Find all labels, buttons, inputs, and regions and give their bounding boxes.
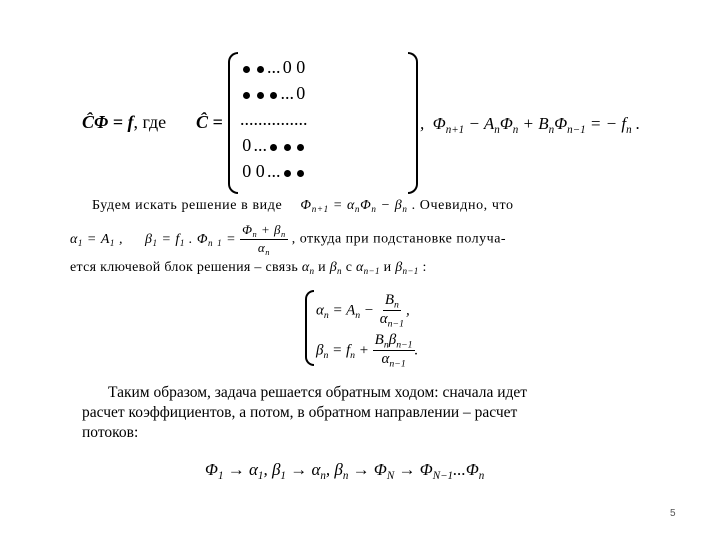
matrix-cell bbox=[294, 132, 308, 158]
para1-line2: $\alpha_1 = A_1$ , $\beta_1 = f_1$ . $\Phi_n$ $_1$ = $\frac{\Phi_n + \beta_n}{\alpha_n}$ , откуда при подстановке получа- bbox=[70, 222, 507, 257]
page-number: 5 bbox=[670, 508, 676, 519]
matrix-dot bbox=[257, 92, 264, 99]
matrix-cell bbox=[254, 80, 268, 106]
matrix-dot bbox=[270, 144, 277, 151]
matrix-cell bbox=[240, 80, 254, 106]
matrix-name: Ĉ = bbox=[196, 112, 223, 132]
system-eq1: $\alpha_n = A_n$ − $\frac{B_n}{\alpha_{n-1}}$ , bbox=[316, 292, 410, 330]
para2-line3: потоков: bbox=[82, 424, 139, 441]
matrix-cell bbox=[294, 158, 308, 184]
matrix-dot bbox=[297, 144, 304, 151]
matrix-cell bbox=[281, 132, 295, 158]
matrix-cell: 0 bbox=[255, 160, 265, 181]
matrix-cell: 0 bbox=[282, 56, 292, 77]
para2-line2: расчет коэффициентов, а потом, в обратном направлении – расчет bbox=[82, 404, 518, 421]
matrix-cell: ... bbox=[280, 108, 294, 129]
matrix-dot bbox=[297, 170, 304, 177]
equation-1-rhs: , $\Phi_{n+1} - A_n\Phi_n + B_n\Phi_{n-1}$ = − $f_n$ . bbox=[420, 114, 641, 136]
matrix-dot bbox=[243, 66, 250, 73]
matrix-cell: 0 bbox=[242, 160, 252, 181]
matrix-cell: ... bbox=[253, 108, 267, 129]
matrix-cell bbox=[267, 80, 281, 106]
matrix-dot bbox=[257, 66, 264, 73]
para1-line1: Будем искать решение в виде $\Phi_{n+1} = \alpha_n\Phi_n - \beta_n$ . Очевидно, что bbox=[92, 198, 514, 215]
matrix-cell bbox=[254, 54, 268, 80]
matrix-cell: ... bbox=[240, 108, 254, 129]
matrix-cell: ... bbox=[267, 160, 281, 181]
equation-1-lhs: ĈΦ = f, где bbox=[82, 112, 167, 132]
matrix-cell: 0 bbox=[296, 56, 306, 77]
matrix-cell: ... bbox=[294, 108, 308, 129]
matrix-cell: 0 bbox=[296, 82, 306, 103]
para2-line1: Таким образом, задача решается обратным ходом: сначала идет bbox=[108, 384, 528, 401]
matrix-dot bbox=[270, 92, 277, 99]
system-brace bbox=[305, 290, 314, 366]
matrix-cell bbox=[240, 54, 254, 80]
matrix-dot bbox=[243, 92, 250, 99]
matrix-cell: ... bbox=[253, 134, 267, 155]
matrix-dot bbox=[284, 170, 291, 177]
matrix-dot bbox=[284, 144, 291, 151]
matrix-cell: ... bbox=[280, 82, 294, 103]
para1-line3: ется ключевой блок решения – связь $\alpha_n$ и $\beta_n$ с $\alpha_{n-1}$ и $\beta_{n-1}$ : bbox=[70, 260, 427, 277]
matrix-cell: ... bbox=[267, 56, 281, 77]
solution-chain: $\Phi_1 \to \alpha_1$, $\beta_1 \to \alpha_n$, $\beta_n \to \Phi_N \to \Phi_{N-1}...\Phi_n$ bbox=[205, 460, 485, 482]
matrix-cell: 0 bbox=[242, 134, 252, 155]
matrix-cell: ... bbox=[267, 108, 281, 129]
matrix-cell bbox=[267, 132, 281, 158]
matrix-cell bbox=[281, 158, 295, 184]
system-eq2: $\beta_n = f_n$ + $\frac{B_n\beta_{n-1}}{\alpha_{n-1}}$ . bbox=[316, 332, 419, 370]
